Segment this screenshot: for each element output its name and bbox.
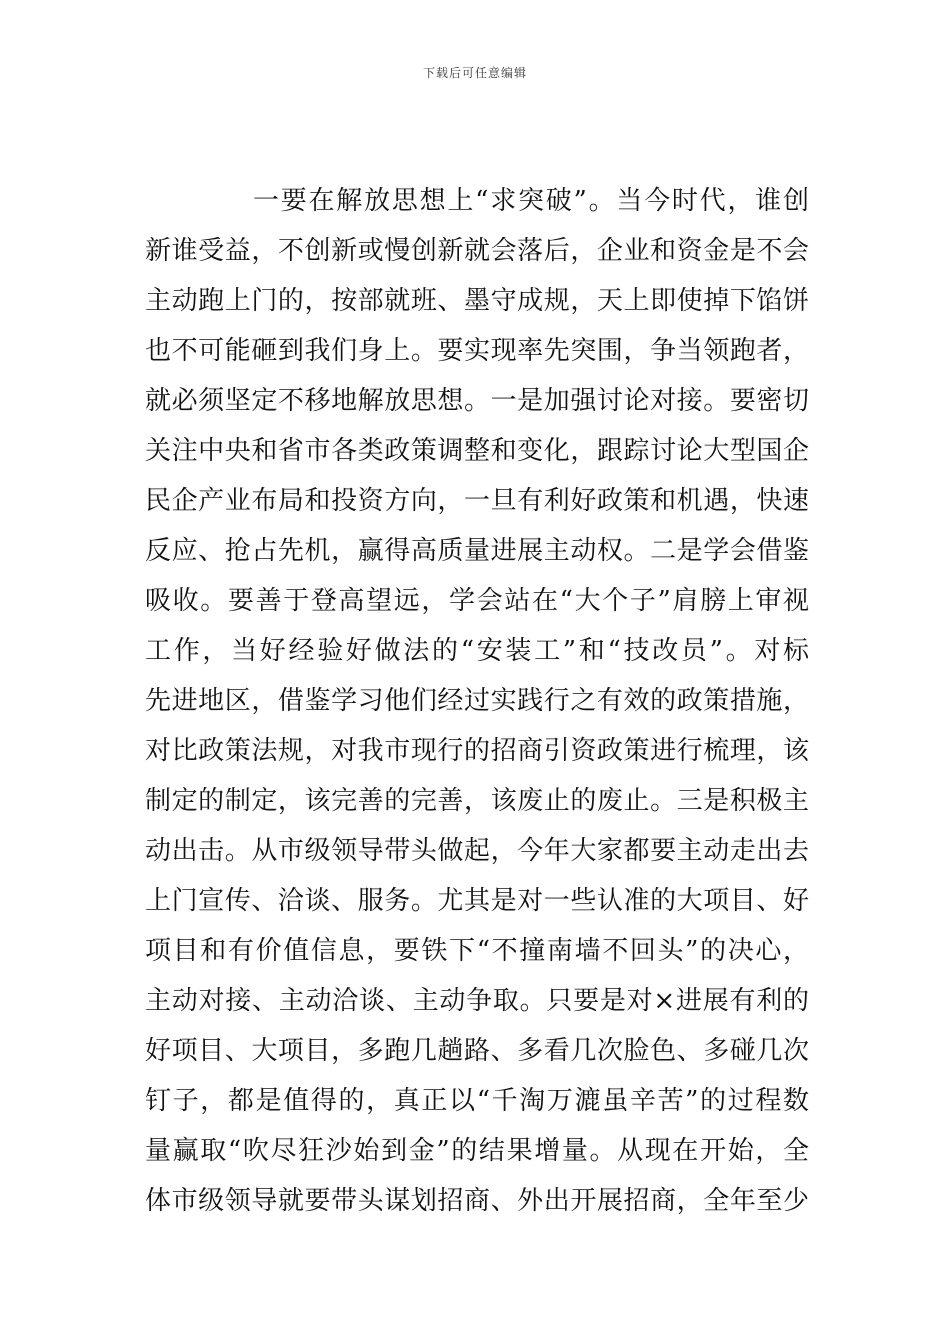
paragraph-line: 体市级领导就要带头谋划招商、外出开展招商，全年至少 <box>145 1186 809 1216</box>
paragraph-line: 好项目、大项目，多跑几趟路、多看几次脸色、多碰几次 <box>145 1036 809 1066</box>
paragraph-line: 也不可能砸到我们身上。要实现率先突围，争当领跑者， <box>145 336 809 366</box>
paragraph-line: 一要在解放思想上“求突破”。当今时代，谁创 <box>253 186 809 216</box>
paragraph-line: 吸收。要善于登高望远，学会站在“大个子”肩膀上审视 <box>145 586 809 616</box>
paragraph-line: 项目和有价值信息，要铁下“不撞南墙不回头”的决心， <box>145 936 809 966</box>
paragraph-line: 动出击。从市级领导带头做起，今年大家都要主动走出去 <box>145 836 809 866</box>
paragraph-line: 工作，当好经验好做法的“安装工”和“技改员”。对标 <box>145 636 809 666</box>
body-paragraph <box>145 176 809 1226</box>
paragraph-line: 对比政策法规，对我市现行的招商引资政策进行梳理，该 <box>145 736 809 766</box>
paragraph-line: 新谁受益，不创新或慢创新就会落后，企业和资金是不会 <box>145 236 809 266</box>
paragraph-line: 先进地区，借鉴学习他们经过实践行之有效的政策措施， <box>145 686 809 716</box>
header-note: 下载后可任意编辑 <box>422 66 527 80</box>
paragraph-line: 量赢取“吹尽狂沙始到金”的结果增量。从现在开始，全 <box>145 1136 809 1166</box>
paragraph-line: 民企产业布局和投资方向，一旦有利好政策和机遇，快速 <box>145 486 809 516</box>
paragraph-line: 钉子，都是值得的，真正以“千淘万漉虽辛苦”的过程数 <box>145 1086 809 1116</box>
paragraph-line: 制定的制定，该完善的完善，该废止的废止。三是积极主 <box>145 786 809 816</box>
paragraph-line: 上门宣传、洽谈、服务。尤其是对一些认准的大项目、好 <box>145 886 809 916</box>
paragraph-line: 主动跑上门的，按部就班、墨守成规，天上即使掉下馅饼 <box>145 286 809 316</box>
paragraph-line: 主动对接、主动洽谈、主动争取。只要是对×进展有利的 <box>145 986 809 1016</box>
paragraph-line: 关注中央和省市各类政策调整和变化，跟踪讨论大型国企 <box>145 436 809 466</box>
paragraph-line: 就必须坚定不移地解放思想。一是加强讨论对接。要密切 <box>145 386 809 416</box>
paragraph-line: 反应、抢占先机，赢得高质量进展主动权。二是学会借鉴 <box>145 536 809 566</box>
